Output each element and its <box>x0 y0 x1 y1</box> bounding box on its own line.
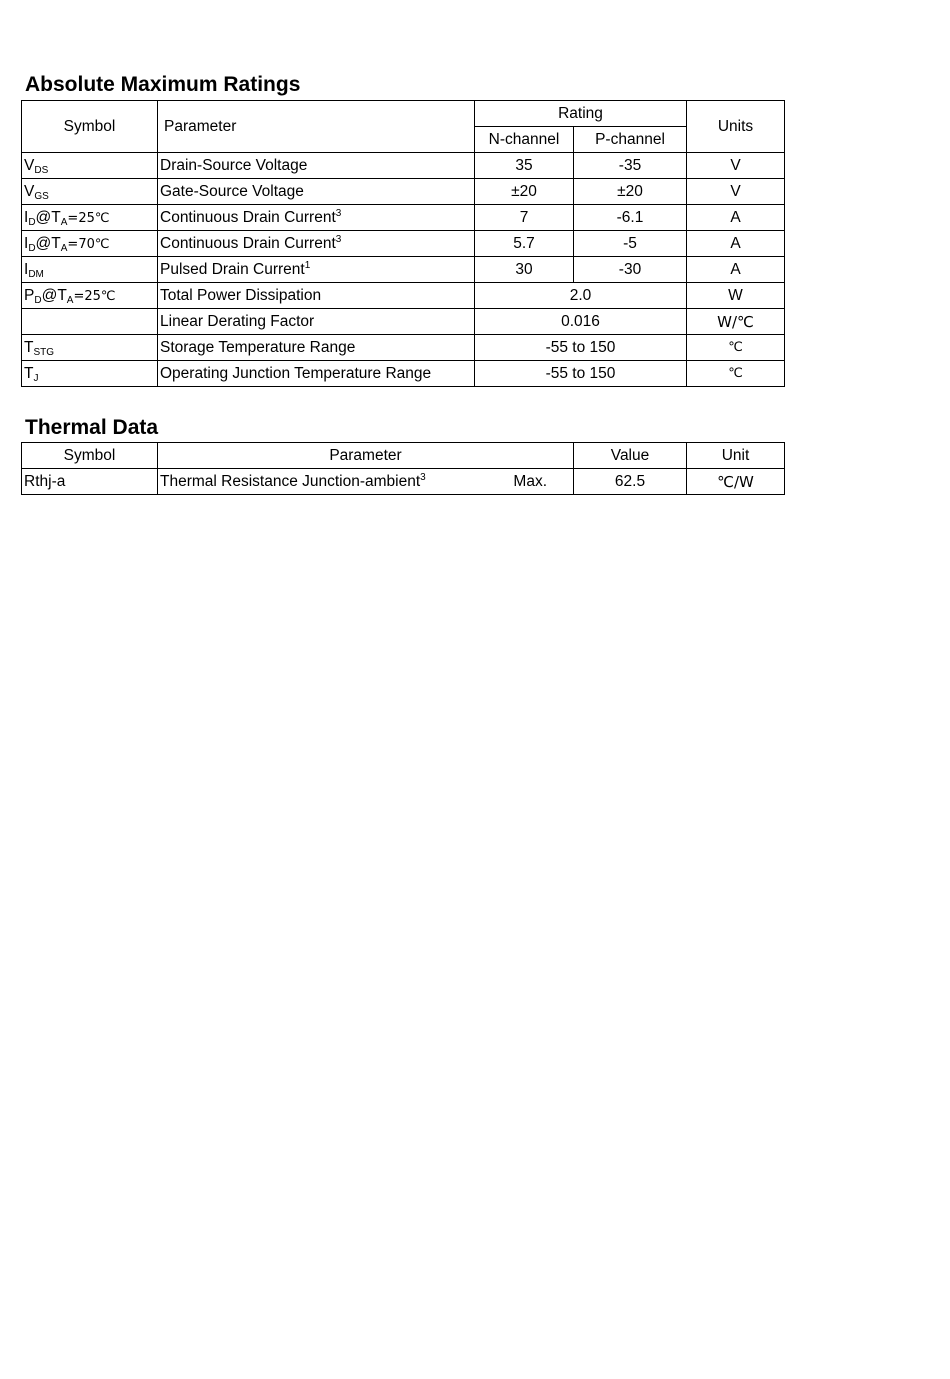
header-symbol: Symbol <box>22 443 158 469</box>
unit-cell: A <box>687 205 785 231</box>
parameter-text: Pulsed Drain Current <box>160 260 305 278</box>
symbol-main: I <box>24 208 29 226</box>
symbol-cell <box>22 179 158 205</box>
n-channel-value: 5.7 <box>475 231 574 257</box>
symbol-cell: Rthj-a <box>22 469 158 495</box>
parameter-cell <box>158 469 574 495</box>
p-channel-value: -35 <box>574 153 687 179</box>
symbol-main: I <box>24 260 29 278</box>
symbol-subscript: DM <box>28 268 44 280</box>
symbol-main: V <box>24 156 35 174</box>
rating-value: 2.0 <box>475 283 687 309</box>
rating-value: -55 to 150 <box>475 361 687 387</box>
table-row <box>22 231 785 257</box>
symbol-cell <box>22 361 158 387</box>
unit-cell: ℃ <box>687 335 785 361</box>
unit-cell: A <box>687 231 785 257</box>
parameter-cell: Linear Derating Factor <box>158 309 475 335</box>
header-symbol: Symbol <box>22 101 158 153</box>
header-units: Units <box>687 101 785 153</box>
table-row <box>22 309 785 335</box>
table-row <box>22 335 785 361</box>
unit-cell: W/℃ <box>687 309 785 335</box>
footnote-ref: 3 <box>335 207 342 219</box>
parameter-text: Thermal Resistance Junction-ambient <box>160 472 421 490</box>
symbol-subscript: D <box>28 242 36 254</box>
table-row <box>22 179 785 205</box>
unit-cell: V <box>687 179 785 205</box>
n-channel-value: ±20 <box>475 179 574 205</box>
parameter-cell: Storage Temperature Range <box>158 335 475 361</box>
symbol-subscript: DS <box>34 164 49 176</box>
symbol-cell <box>22 153 158 179</box>
n-channel-value: 30 <box>475 257 574 283</box>
n-channel-value: 7 <box>475 205 574 231</box>
symbol-cell <box>22 283 158 309</box>
symbol-subscript: D <box>28 216 36 228</box>
unit-cell: ℃/W <box>687 469 785 495</box>
table-row <box>22 283 785 309</box>
rating-value: 0.016 <box>475 309 687 335</box>
symbol-condition: =70℃ <box>67 236 110 252</box>
symbol-main: T <box>24 364 34 382</box>
parameter-cell: Gate-Source Voltage <box>158 179 475 205</box>
table-row <box>22 205 785 231</box>
table-row <box>22 153 785 179</box>
parameter-cell <box>158 205 475 231</box>
unit-cell: V <box>687 153 785 179</box>
symbol-main: I <box>24 234 29 252</box>
table-row <box>22 257 785 283</box>
header-parameter: Parameter <box>158 101 475 153</box>
header-rating: Rating <box>475 101 687 127</box>
symbol-cell <box>22 205 158 231</box>
symbol-subscript: J <box>33 372 39 384</box>
parameter-text: Continuous Drain Current <box>160 208 336 226</box>
symbol-main: P <box>24 286 35 304</box>
footnote-ref: 3 <box>420 471 426 483</box>
symbol-main: V <box>24 182 35 200</box>
footnote-ref: 1 <box>304 259 311 271</box>
table-row <box>22 469 785 495</box>
p-channel-value: -30 <box>574 257 687 283</box>
symbol-cell <box>22 257 158 283</box>
unit-cell: A <box>687 257 785 283</box>
symbol-subscript: GS <box>34 190 49 202</box>
header-unit: Unit <box>687 443 785 469</box>
symbol-subscript-2: A <box>60 216 68 228</box>
parameter-cell <box>158 231 475 257</box>
symbol-subscript: STG <box>33 346 55 358</box>
unit-cell: ℃ <box>687 361 785 387</box>
value-cell: 62.5 <box>574 469 687 495</box>
symbol-cell <box>22 309 158 335</box>
parameter-cell <box>158 257 475 283</box>
symbol-main: T <box>24 338 34 356</box>
footnote-ref: 3 <box>335 233 342 245</box>
p-channel-value: -6.1 <box>574 205 687 231</box>
parameter-cell: Drain-Source Voltage <box>158 153 475 179</box>
symbol-cell <box>22 335 158 361</box>
absolute-maximum-ratings-title: Absolute Maximum Ratings <box>25 73 301 96</box>
symbol-condition: =25℃ <box>73 288 116 304</box>
header-value: Value <box>574 443 687 469</box>
symbol-subscript-2: A <box>66 294 74 306</box>
thermal-data-title: Thermal Data <box>25 416 159 439</box>
parameter-cell: Operating Junction Temperature Range <box>158 361 475 387</box>
symbol-mid: @T <box>35 208 61 226</box>
header-parameter: Parameter <box>158 443 574 469</box>
symbol-mid: @T <box>35 234 61 252</box>
thermal-data-table <box>21 442 785 495</box>
rating-value: -55 to 150 <box>475 335 687 361</box>
parameter-text: Continuous Drain Current <box>160 234 336 252</box>
symbol-condition: =25℃ <box>67 210 110 226</box>
symbol-subscript: D <box>34 294 42 306</box>
limit-label: Max. <box>513 472 547 490</box>
symbol-subscript-2: A <box>60 242 68 254</box>
unit-cell: W <box>687 283 785 309</box>
p-channel-value: ±20 <box>574 179 687 205</box>
p-channel-value: -5 <box>574 231 687 257</box>
symbol-mid: @T <box>41 286 67 304</box>
n-channel-value: 35 <box>475 153 574 179</box>
header-row <box>22 443 785 469</box>
symbol-cell <box>22 231 158 257</box>
header-row <box>22 101 785 127</box>
absolute-maximum-ratings-table <box>21 100 785 387</box>
table-row <box>22 361 785 387</box>
parameter-cell: Total Power Dissipation <box>158 283 475 309</box>
header-n-channel: N-channel <box>475 127 574 153</box>
header-p-channel: P-channel <box>574 127 687 153</box>
